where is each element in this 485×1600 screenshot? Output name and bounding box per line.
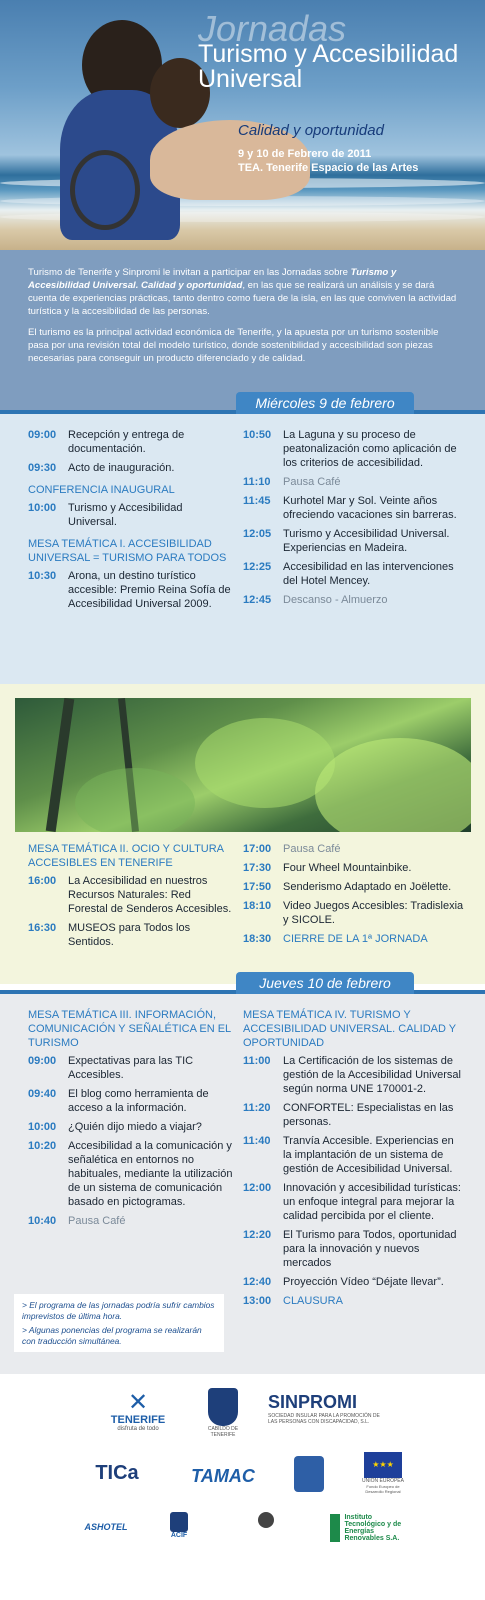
sinpromi-logo [268, 1392, 388, 1425]
schedule-item: Senderismo Adaptado en Joëlette. [283, 881, 452, 893]
day1-morning-section [0, 414, 485, 684]
schedule-item: El Turismo para Todos, oportunidad para la innovación y nuevos mercados [283, 1229, 457, 1269]
iter-logo-text: Instituto Tecnológico y de Energías Renovables S.A. [344, 1514, 402, 1542]
schedule-item: Kurhotel Mar y Sol. Veinte años ofreciendo vacaciones sin barreras. [283, 495, 457, 521]
intro-section [0, 250, 485, 410]
ashotel-logo [76, 1522, 136, 1532]
schedule-item: Proyección Vídeo “Déjate llevar”. [283, 1276, 444, 1288]
schedule-row [243, 428, 465, 470]
schedule-row [243, 527, 465, 555]
day1-afternoon-section [0, 684, 485, 984]
schedule-item-break: Pausa Café [283, 476, 341, 488]
schedule-time: 12:40 [243, 1276, 272, 1288]
wheelchair-wheel-image [70, 150, 140, 230]
day2-label: Jueves 10 de febrero [236, 972, 414, 994]
schedule-time: 12:20 [243, 1229, 272, 1241]
schedule-row [243, 475, 465, 489]
schedule-time: 09:00 [28, 429, 57, 441]
schedule-time: 12:05 [243, 528, 272, 540]
panel-heading [243, 1008, 465, 1050]
day2-left-column [28, 1000, 233, 1233]
schedule-item: CONFORTEL: Especialistas en las personas. [283, 1102, 454, 1128]
schedule-time: 13:00 [243, 1295, 272, 1307]
panel-number: MESA TEMÁTICA I. [28, 538, 126, 550]
conference-heading: CONFERENCIA INAUGURAL [28, 484, 175, 496]
intro-text: Turismo de Tenerife y Sinpromi le invitan a participar en las Jornadas sobre [28, 267, 351, 278]
hero-subtitle: Calidad y oportunidad [238, 122, 384, 139]
schedule-row [243, 880, 465, 894]
schedule-row [28, 569, 233, 611]
fern-foliage [315, 738, 471, 832]
tenerife-x-icon: ✕ [127, 1389, 149, 1416]
day1-right-column [243, 428, 465, 612]
panel-number: MESA TEMÁTICA II. [28, 843, 129, 855]
schedule-item: Innovación y accesibilidad turísticas: un enfoque integral para mejorar la calidad percibida por el cliente. [283, 1182, 461, 1222]
panel-heading [28, 537, 233, 565]
schedule-item: Turismo y Accesibilidad Universal. Experiencias en Madeira. [283, 528, 450, 554]
schedule-row [243, 861, 465, 875]
schedule-item-break: Pausa Café [68, 1215, 126, 1227]
panel-heading [28, 842, 233, 870]
schedule-item: Accesibilidad a la comunicación y señalética en entornos no habituales, mediante la utilización de un sistema de comunicación basado en pictogramas. [68, 1140, 233, 1208]
panel-heading [28, 1008, 233, 1050]
schedule-row [28, 501, 233, 529]
tica-logo [82, 1462, 152, 1485]
cabildo-shield-icon [208, 1388, 238, 1426]
cabildo-logo [200, 1388, 246, 1438]
schedule-item: Accesibilidad en las intervenciones del Hotel Mencey. [283, 561, 454, 587]
hero-title: Turismo y Accesibilidad Universal [198, 40, 459, 93]
event-dates: 9 y 10 de Febrero de 2011 [238, 148, 372, 160]
schedule-time: 17:00 [243, 843, 272, 855]
schedule-row [243, 1294, 465, 1308]
tamac-logo-text: TAMAC [191, 1466, 255, 1486]
cabildo-logo-text: CABILDO DE TENERIFE [207, 1426, 239, 1438]
schedule-time: 18:30 [243, 933, 272, 945]
tree-trunk [46, 698, 75, 832]
schedule-item: Turismo y Accesibilidad Universal. [68, 502, 183, 528]
schedule-item: Expectativas para las TIC Accesibles. [68, 1055, 194, 1081]
schedule-item: La Laguna y su proceso de peatonalización como aplicación de los criterios de accesibilidad. [283, 429, 457, 469]
fern-foliage [75, 768, 195, 832]
fern-foliage [195, 718, 335, 808]
schedule-time: 09:00 [28, 1055, 57, 1067]
schedule-row [243, 1054, 465, 1096]
schedule-time: 16:30 [28, 922, 57, 934]
schedule-item: MUSEOS para Todos los Sentidos. [68, 922, 191, 948]
hero-dates [238, 147, 418, 175]
certification-logo [294, 1456, 324, 1492]
schedule-item: Acto de inauguración. [68, 462, 175, 474]
schedule-item: Tranvía Accesible. Experiencias en la implantación de un sistema de gestión de Accesibilidad Universal. [283, 1135, 454, 1175]
schedule-row [243, 593, 465, 607]
hero-banner [0, 0, 485, 250]
sponsor-logos [0, 1376, 485, 1600]
schedule-item-closing: CLAUSURA [283, 1295, 343, 1307]
panel-number: MESA TEMÁTICA III. [28, 1009, 132, 1021]
schedule-item: Four Wheel Mountainbike. [283, 862, 412, 874]
schedule-row [28, 1120, 233, 1134]
tamac-logo [188, 1466, 258, 1487]
iter-logo [330, 1514, 410, 1542]
acif-logo [164, 1512, 194, 1539]
schedule-row [28, 1214, 233, 1228]
intro-event-name: Turismo y Accesibilidad Universal. Calidad y oportunidad [28, 267, 397, 291]
schedule-row [243, 899, 465, 927]
tica-logo-text: TICa [95, 1462, 139, 1484]
iter-emblem-icon [330, 1514, 340, 1542]
schedule-item-break: Pausa Café [283, 843, 341, 855]
schedule-item: La Accesibilidad en nuestros Recursos Naturales: Red Forestal de Senderos Accesibles. [68, 875, 232, 915]
panel-number: MESA TEMÁTICA IV. [243, 1009, 347, 1021]
schedule-time: 18:10 [243, 900, 272, 912]
schedule-row [28, 874, 233, 916]
panel-title: TURISMO Y ACCESIBILIDAD UNIVERSAL. CALIDAD Y OPORTUNIDAD [243, 1009, 456, 1049]
eu-flag-icon: ★★★ [364, 1452, 402, 1478]
panel-title: INFORMACIÓN, COMUNICACIÓN Y SEÑALÉTICA EN EL TURISMO [28, 1009, 231, 1049]
schedule-item-closing: CIERRE DE LA 1ª JORNADA [283, 933, 428, 945]
eu-logo [362, 1452, 404, 1494]
schedule-row [243, 494, 465, 522]
hero-jornadas-label: Jornadas [198, 8, 347, 49]
tenerife-logo [98, 1389, 178, 1432]
schedule-row [243, 842, 465, 856]
acif-emblem-icon [170, 1512, 188, 1532]
schedule-row [243, 1101, 465, 1129]
schedule-time: 10:00 [28, 502, 57, 514]
schedule-row [243, 932, 465, 946]
schedule-row [28, 428, 233, 456]
schedule-time: 12:45 [243, 594, 272, 606]
sinpromi-logo-text: SINPROMI [268, 1392, 358, 1412]
eu-logo-tagline: Fondo Europeo de Desarrollo Regional [365, 1484, 401, 1494]
afternoon-left-column [28, 834, 233, 954]
schedule-row [28, 921, 233, 949]
afternoon-right-column [243, 842, 465, 951]
schedule-row [243, 560, 465, 588]
schedule-row [28, 1139, 233, 1209]
day1-label: Miércoles 9 de febrero [236, 392, 414, 414]
tenerife-logo-tagline: disfruta de todo [117, 1426, 159, 1432]
schedule-time: 16:00 [28, 875, 57, 887]
schedule-item-break: Descanso - Almuerzo [283, 594, 388, 606]
schedule-time: 10:00 [28, 1121, 57, 1133]
program-notes [14, 1294, 224, 1352]
schedule-time: 17:30 [243, 862, 272, 874]
schedule-time: 10:40 [28, 1215, 57, 1227]
acif-logo-text: ACIF [170, 1532, 188, 1539]
eu-logo-text: UNIÓN EUROPEA [362, 1478, 404, 1484]
schedule-time: 10:30 [28, 570, 57, 582]
schedule-row [243, 1181, 465, 1223]
ashotel-logo-text: ASHOTEL [84, 1522, 128, 1532]
schedule-time: 11:10 [243, 476, 271, 488]
government-emblem-icon [258, 1512, 274, 1528]
day2-right-column [243, 1000, 465, 1313]
schedule-time: 11:00 [243, 1055, 271, 1067]
schedule-item: Arona, un destino turístico accesible: Premio Reina Sofía de Accesibilidad Universal 2009. [68, 570, 231, 610]
government-logo [226, 1512, 306, 1546]
schedule-time: 11:40 [243, 1135, 271, 1147]
panel-title: ACCESIBILIDAD UNIVERSAL = TURISMO PARA TODOS [28, 538, 227, 564]
note-translation: > Algunas ponencias del programa se realizarán con traducción simultánea. [22, 1325, 202, 1346]
intro-paragraph-1 [28, 266, 457, 318]
day1-left-column [28, 428, 233, 616]
schedule-row [28, 461, 233, 475]
schedule-time: 17:50 [243, 881, 272, 893]
schedule-row [243, 1275, 465, 1289]
schedule-time: 11:45 [243, 495, 271, 507]
schedule-row [243, 1228, 465, 1270]
schedule-time: 11:20 [243, 1102, 271, 1114]
event-venue: TEA. Tenerife Espacio de las Artes [238, 162, 419, 174]
schedule-time: 10:50 [243, 429, 272, 441]
schedule-item: Recepción y entrega de documentación. [68, 429, 185, 455]
schedule-time: 10:20 [28, 1140, 57, 1152]
schedule-item: Video Juegos Accesibles: Tradislexia y SICOLE. [283, 900, 464, 926]
schedule-row [243, 1134, 465, 1176]
schedule-time: 12:25 [243, 561, 272, 573]
panel-title: OCIO Y CULTURA ACCESIBLES EN TENERIFE [28, 843, 224, 869]
schedule-row [28, 1054, 233, 1082]
schedule-item: ¿Quién dijo miedo a viajar? [68, 1121, 202, 1133]
schedule-row [28, 1087, 233, 1115]
forest-image [15, 698, 471, 832]
sinpromi-logo-tagline: SOCIEDAD INSULAR PARA LA PROMOCIÓN DE LAS PERSONAS CON DISCAPACIDAD, S.L. [268, 1413, 380, 1425]
schedule-item: La Certificación de los sistemas de gestión de la Accesibilidad Universal según norma UNE 170001-2. [283, 1055, 461, 1095]
schedule-time: 09:40 [28, 1088, 57, 1100]
schedule-item: El blog como herramienta de acceso a la información. [68, 1088, 209, 1114]
intro-paragraph-2: El turismo es la principal actividad económica de Tenerife, y la apuesta por un turismo sostenible pasa por una revisión total del modelo turístico, donde sostenibilidad y accesibilidad son piezas necesarias para conseguir un producto diferenciado y de calidad. [28, 327, 439, 364]
intro-text: , en las que se realizará un análisis y se dará cuenta de experiencias prácticas, tanto dentro como fuera de la isla, en las que conviven la actividad turística y la accesibilidad de las personas. [28, 280, 457, 317]
schedule-time: 12:00 [243, 1182, 272, 1194]
schedule-time: 09:30 [28, 462, 57, 474]
note-changes: > El programa de las jornadas podría sufrir cambios imprevistos de última hora. [22, 1300, 215, 1321]
tenerife-logo-text: TENERIFE [110, 1414, 166, 1426]
